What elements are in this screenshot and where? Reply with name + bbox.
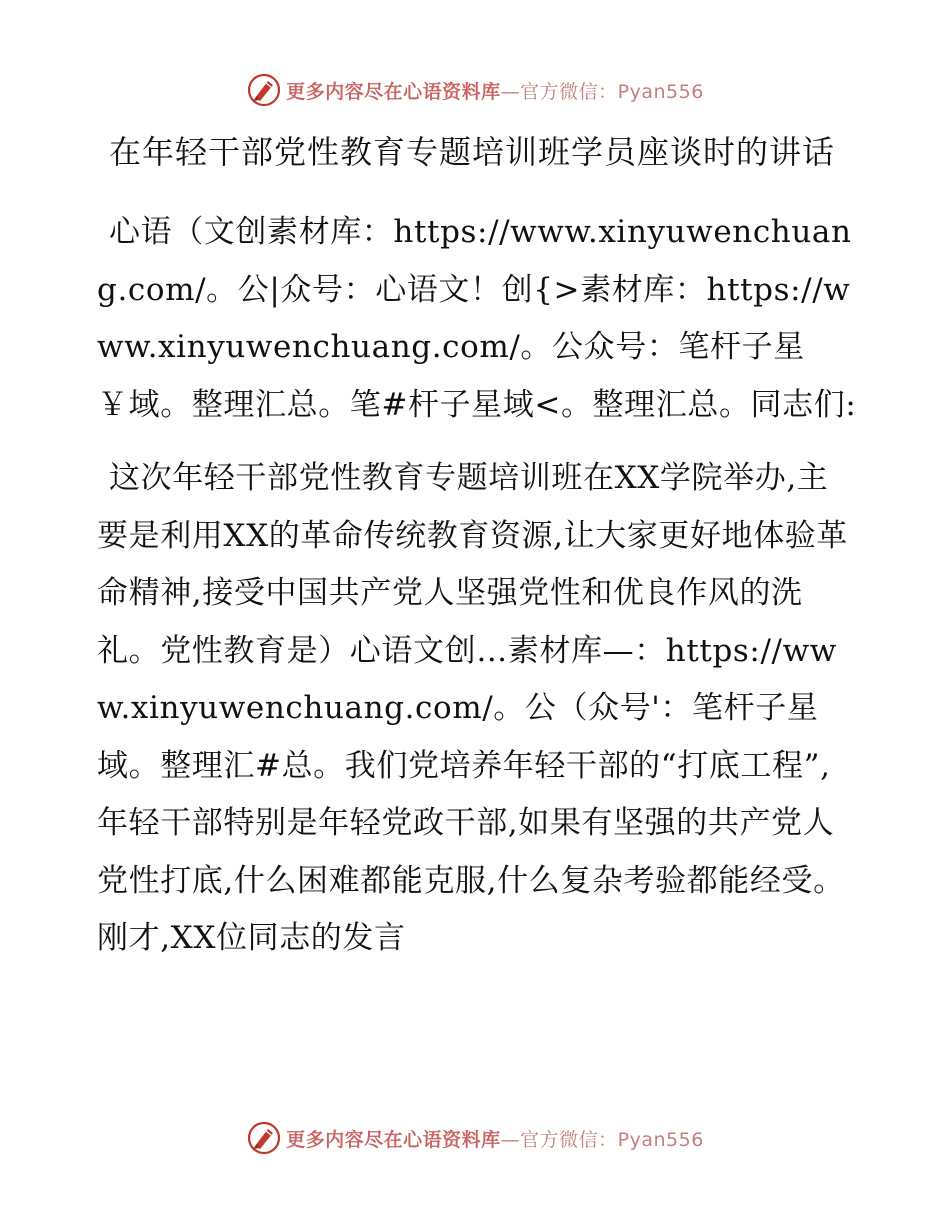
document-title: 在年轻干部党性教育专题培训班学员座谈时的讲话 [109, 133, 836, 171]
banner-contact: —官方微信：Pyan556 [500, 80, 704, 103]
footer-banner [0, 1118, 950, 1158]
banner-brand: 更多内容尽在心语资料库 [286, 1128, 501, 1151]
header-banner [0, 70, 950, 110]
banner-brand: 更多内容尽在心语资料库 [286, 80, 501, 103]
document-body [97, 124, 857, 968]
pen-nib-logo-icon [246, 1120, 282, 1156]
banner-contact: —官方微信：Pyan556 [500, 1128, 704, 1151]
pen-nib-logo-icon [246, 72, 282, 108]
paragraph-1: 心语（文创素材库：https://www.xinyuwenchuang.com/。公|众号：心语文！创{>素材库：https://www.xinyuwenchuang.com/。公众号：笔杆子星￥域。整理汇总。笔#杆子星域<。整理汇总。同志们: [97, 214, 857, 423]
banner-text [286, 1125, 704, 1152]
banner-text [286, 77, 704, 104]
paragraph-2: 这次年轻干部党性教育专题培训班在XX学院举办,主要是利用XX的革命传统教育资源,让大家更好地体验革命精神,接受中国共产党人坚强党性和优良作风的洗礼。党性教育是）心语文创…素材库—：https://www.xinyuwenchuang.com/。公（众号'：笔杆子星域。整理汇#总。我们党培养年轻干部的“打底工程”,年轻干部特别是年轻党政干部,如果有坚强的共产党人党性打底,什么困难都能克服,什么复杂考验都能经受。刚才,XX位同志的发言 [97, 460, 848, 956]
